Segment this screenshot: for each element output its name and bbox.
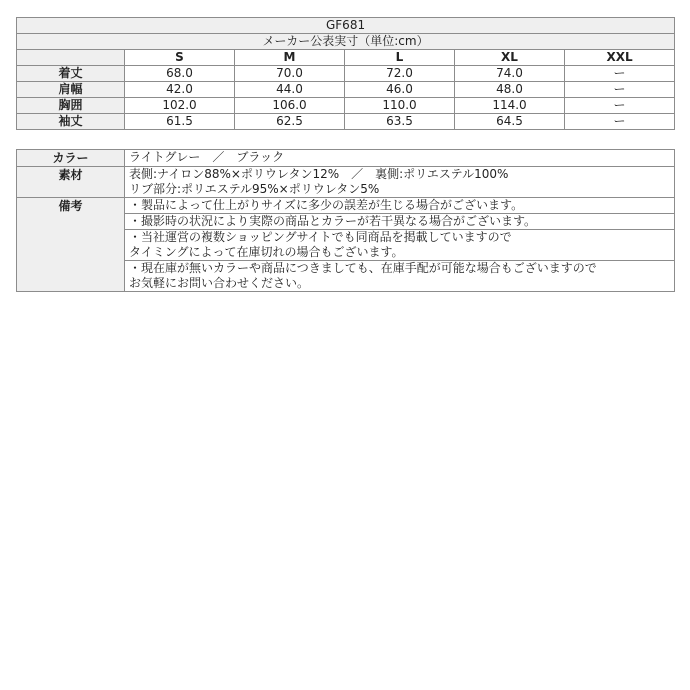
notes-row xyxy=(17,198,675,292)
size-header-l: L xyxy=(345,50,455,66)
table-cell: 72.0 xyxy=(345,66,455,82)
size-header-xl: XL xyxy=(455,50,565,66)
material-label: 素材 xyxy=(17,167,125,198)
table-cell: 48.0 xyxy=(455,82,565,98)
note-line: ・撮影時の状況により実際の商品とカラーが若干異なる場合がございます。 xyxy=(129,214,537,228)
table-cell: ー xyxy=(565,82,675,98)
table-cell: 106.0 xyxy=(235,98,345,114)
size-header-row xyxy=(17,50,675,66)
table-cell: 102.0 xyxy=(125,98,235,114)
header-blank-cell xyxy=(17,50,125,66)
row-label: 着丈 xyxy=(17,66,125,82)
table-row xyxy=(17,114,675,130)
material-value xyxy=(125,167,675,198)
note-item xyxy=(125,214,674,230)
table-cell: 70.0 xyxy=(235,66,345,82)
table-cell: 44.0 xyxy=(235,82,345,98)
material-row xyxy=(17,167,675,198)
note-line: ・現在庫が無いカラーや商品につきましても、在庫手配が可能な場合もございますので xyxy=(129,261,597,275)
note-item xyxy=(125,198,674,214)
table-cell: 64.5 xyxy=(455,114,565,130)
row-label: 胸囲 xyxy=(17,98,125,114)
table-cell: 61.5 xyxy=(125,114,235,130)
note-line: ・製品によって仕上がりサイズに多少の誤差が生じる場合がございます。 xyxy=(129,198,524,212)
table-row xyxy=(17,66,675,82)
table-cell: 114.0 xyxy=(455,98,565,114)
size-header-m: M xyxy=(235,50,345,66)
table-cell: 63.5 xyxy=(345,114,455,130)
row-label: 肩幅 xyxy=(17,82,125,98)
info-table xyxy=(16,149,675,292)
table-cell: ー xyxy=(565,66,675,82)
table-cell: 62.5 xyxy=(235,114,345,130)
size-table-subtitle: メーカー公表実寸（単位:cm） xyxy=(17,34,675,50)
table-cell: 74.0 xyxy=(455,66,565,82)
table-row xyxy=(17,82,675,98)
color-value: ライトグレー ／ ブラック xyxy=(125,150,675,167)
notes-label: 備考 xyxy=(17,198,125,292)
color-row xyxy=(17,150,675,167)
notes-cell xyxy=(125,198,675,292)
table-cell: 46.0 xyxy=(345,82,455,98)
table-cell: 42.0 xyxy=(125,82,235,98)
note-line: ・当社運営の複数ショッピングサイトでも同商品を掲載していますので xyxy=(129,230,512,244)
size-table xyxy=(16,17,675,130)
color-label: カラー xyxy=(17,150,125,167)
note-item xyxy=(125,261,674,291)
material-line: 表側:ナイロン88%×ポリウレタン12% ／ 裏側:ポリエステル100% xyxy=(129,167,509,181)
note-item xyxy=(125,230,674,261)
subtitle-row xyxy=(17,34,675,50)
note-line: お気軽にお問い合わせください。 xyxy=(129,276,310,290)
note-line: タイミングによって在庫切れの場合もございます。 xyxy=(129,245,404,259)
row-label: 袖丈 xyxy=(17,114,125,130)
table-cell: ー xyxy=(565,98,675,114)
table-cell: ー xyxy=(565,114,675,130)
table-cell: 68.0 xyxy=(125,66,235,82)
model-row xyxy=(17,18,675,34)
material-line: リブ部分:ポリエステル95%×ポリウレタン5% xyxy=(129,182,380,196)
table-cell: 110.0 xyxy=(345,98,455,114)
size-header-xxl: XXL xyxy=(565,50,675,66)
table-row xyxy=(17,98,675,114)
model-number: GF681 xyxy=(17,18,675,34)
size-header-s: S xyxy=(125,50,235,66)
